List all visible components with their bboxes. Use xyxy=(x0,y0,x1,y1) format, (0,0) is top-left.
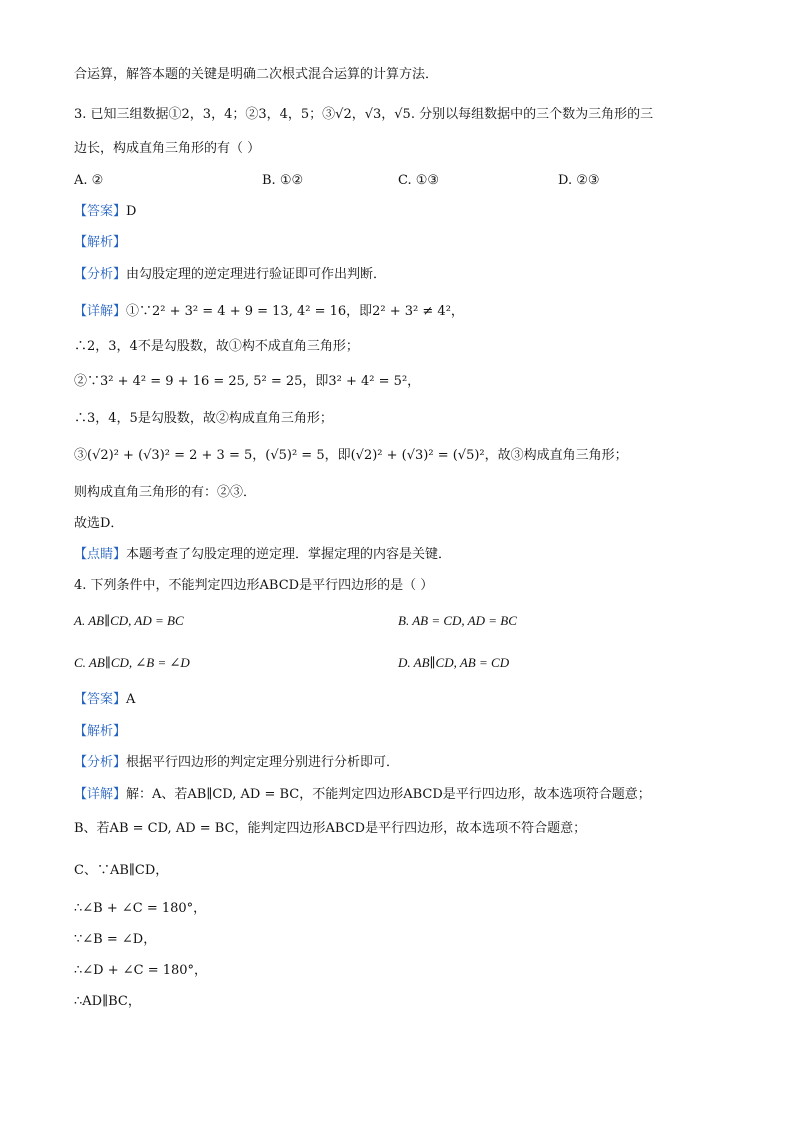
q3-analysis-tag: 【解析】 xyxy=(74,235,127,250)
q4-answer: 【答案】A xyxy=(74,692,136,707)
question-3-stem: 3. 已知三组数据①2，3，4；②3，4，5；③√2，√3，√5. 分别以每组数据中的三个数为三角形的三 xyxy=(74,107,654,122)
question-3-stem-cont: 边长，构成直角三角形的有（ ） xyxy=(74,141,261,156)
q4-option-b: B. AB = CD, AD = BC xyxy=(398,613,517,628)
q4-fenxi: 【分析】根据平行四边形的判定定理分别进行分析即可． xyxy=(74,755,400,770)
q4-detail-5: ∵∠B = ∠D， xyxy=(74,932,157,947)
answer-tag: 【答案】 xyxy=(74,204,127,219)
q4-option-a: A. AB∥CD, AD = BC xyxy=(74,613,184,628)
q4-option-c: C. AB∥CD, ∠B = ∠D xyxy=(74,655,190,670)
q3-option-c: C. ①③ xyxy=(398,173,440,188)
q4-detail-6: ∴∠D + ∠C = 180°， xyxy=(74,963,208,978)
q3-detail-1: 【详解】①∵2² + 3² = 4 + 9 = 13, 4² = 16，即2² + 3² ≠ 4²， xyxy=(74,304,464,319)
q3-detail-7: 故选D． xyxy=(74,516,124,531)
question-4-stem: 4. 下列条件中，不能判定四边形ABCD是平行四边形的是（ ） xyxy=(74,578,434,593)
q3-detail-4: ∴3，4，5是勾股数，故②构成直角三角形； xyxy=(74,411,333,426)
q4-detail-3: C、∵AB∥CD， xyxy=(74,863,169,878)
q4-detail-1: 【详解】解：A、若AB∥CD, AD = BC，不能判定四边形ABCD是平行四边形，故本选项符合题意； xyxy=(74,787,651,802)
q4-detail-2: B、若AB = CD, AD = BC，能判定四边形ABCD是平行四边形，故本选项不符合题意； xyxy=(74,821,587,836)
q3-detail-6: 则构成直角三角形的有：②③． xyxy=(74,485,257,500)
q3-detail-3: ②∵3² + 4² = 9 + 16 = 25, 5² = 25，即3² + 4² = 5²， xyxy=(74,374,421,389)
q3-answer xyxy=(74,203,136,221)
q3-fenxi: 【分析】由勾股定理的逆定理进行验证即可作出判断． xyxy=(74,267,387,282)
q3-option-b: B. ①② xyxy=(262,173,304,188)
q4-option-d: D. AB∥CD, AB = CD xyxy=(398,655,510,670)
q3-detail-2: ∴2，3，4不是勾股数，故①构不成直角三角形； xyxy=(74,339,359,354)
q3-detail-5: ③(√2)² + (√3)² = 2 + 3 = 5，(√5)² = 5，即(√2)² + (√3)² = (√5)²，故③构成直角三角形； xyxy=(74,448,628,463)
answer-value: D xyxy=(126,204,137,219)
q3-option-a: A. ② xyxy=(74,173,104,188)
text-line: 合运算，解答本题的关键是明确二次根式混合运算的计算方法． xyxy=(74,67,439,82)
q4-detail-4: ∴∠B + ∠C = 180°， xyxy=(74,901,207,916)
q4-detail-7: ∴AD∥BC， xyxy=(74,994,141,1009)
q3-option-d: D. ②③ xyxy=(558,173,600,188)
q3-dianjing: 【点睛】本题考查了勾股定理的逆定理．掌握定理的内容是关键． xyxy=(74,547,452,562)
q4-analysis-tag: 【解析】 xyxy=(74,724,127,739)
